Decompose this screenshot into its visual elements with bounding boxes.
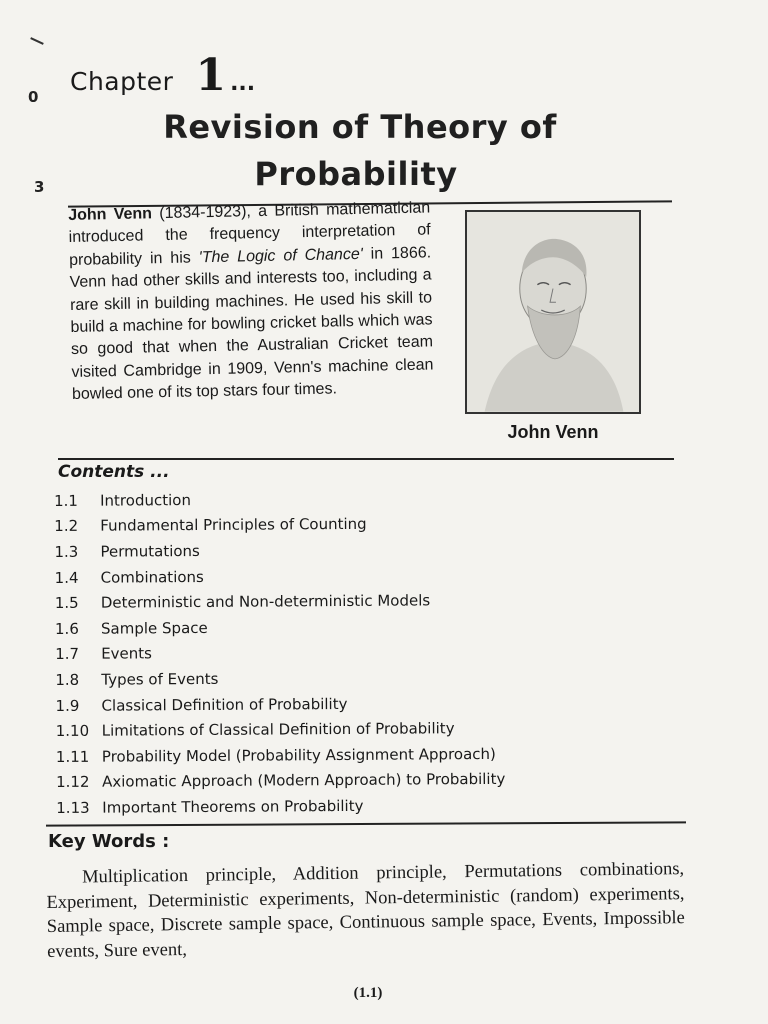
contents-item [55, 663, 615, 693]
contents-item [54, 535, 614, 565]
contents-item-number: 1.9 [55, 696, 80, 715]
contents-item-number: 1.12 [55, 773, 90, 792]
contents-item-title: Axiomatic Approach (Modern Approach) to Probability [101, 770, 506, 791]
contents-item-title: Types of Events [101, 669, 219, 689]
contents-item [56, 714, 616, 744]
divider-middle [58, 458, 674, 460]
contents-item-title: Events [101, 644, 153, 664]
contents-item-title: Deterministic and Non-deterministic Models [100, 591, 431, 612]
portrait-caption: John Venn [507, 422, 599, 442]
portrait-image [465, 210, 641, 414]
contents-item-number: 1.3 [54, 542, 79, 561]
contents-item-title: Limitations of Classical Definition of Probability [101, 719, 455, 740]
margin-mark-three: 3 [34, 178, 45, 196]
chapter-heading [70, 50, 255, 101]
chapter-label: Chapter [70, 67, 174, 96]
page-number: (1.1) [353, 985, 383, 1001]
contents-list [54, 484, 616, 821]
contents-item-number: 1.1 [54, 491, 79, 510]
bio-text-part-1: (1834-1923), a British mathematician introduced the frequency interpretation of probability in his [68, 199, 431, 269]
contents-item [56, 766, 616, 796]
divider-bottom [46, 821, 686, 826]
contents-item-number: 1.6 [54, 619, 79, 638]
contents-item [55, 586, 615, 616]
contents-item [54, 484, 614, 514]
contents-item-number: 1.10 [55, 721, 90, 741]
contents-item [55, 561, 615, 591]
contents-item [55, 638, 615, 668]
bio-text-part-2: in 1866. Venn had other skills and interests too, including a rare skill in building machines. He used his skill to build a machine for bowling cricket balls which was so good that when the Australian Cricket team visited Cambridge in 1909, Venn's machine clean bowled one of its top stars four times. [69, 244, 434, 404]
contents-item-number: 1.8 [55, 670, 80, 689]
chapter-title-line-2: Probability [254, 155, 458, 193]
chapter-title-line-1: Revision of Theory of [163, 108, 557, 146]
bio-name: John Venn [68, 205, 153, 224]
contents-item-title: Classical Definition of Probability [101, 694, 348, 715]
contents-item [56, 791, 616, 821]
contents-item-title: Probability Model (Probability Assignment Approach) [101, 744, 496, 766]
biography-paragraph [68, 197, 434, 406]
chapter-number: 1 [195, 50, 227, 101]
contents-item-number: 1.7 [55, 645, 80, 664]
contents-item-number: 1.5 [54, 594, 79, 613]
contents-item [54, 510, 614, 540]
contents-item-title: Introduction [100, 490, 191, 510]
bio-book-title: 'The Logic of Chance' [198, 245, 363, 267]
margin-mark-o: 0 [28, 88, 39, 106]
contents-item-number: 1.2 [54, 517, 79, 536]
portrait-sketch [467, 212, 639, 412]
contents-item-number: 1.13 [56, 798, 90, 817]
chapter-dots: ... [230, 71, 256, 96]
contents-item-title: Important Theorems on Probability [102, 796, 364, 817]
margin-mark-dash [30, 37, 44, 45]
contents-item-number: 1.4 [54, 568, 79, 587]
contents-item [56, 740, 616, 770]
contents-item-number: 1.11 [55, 747, 90, 766]
key-words-heading: Key Words : [48, 831, 170, 852]
contents-item-title: Combinations [100, 567, 204, 587]
contents-item-title: Permutations [100, 541, 200, 561]
contents-item-title: Fundamental Principles of Counting [100, 515, 367, 536]
contents-item-title: Sample Space [100, 618, 208, 638]
contents-item [55, 612, 615, 642]
key-words-text: Multiplication principle, Addition principle, Permutations combinations, Experiment, Deterministic experiments, Non-deterministic (random) experiments, Sample space, Discrete sample space, Continuous sample space, Events, Impossible events, Sure event, [46, 859, 685, 962]
contents-heading: Contents ... [58, 462, 170, 482]
contents-item [55, 689, 615, 719]
